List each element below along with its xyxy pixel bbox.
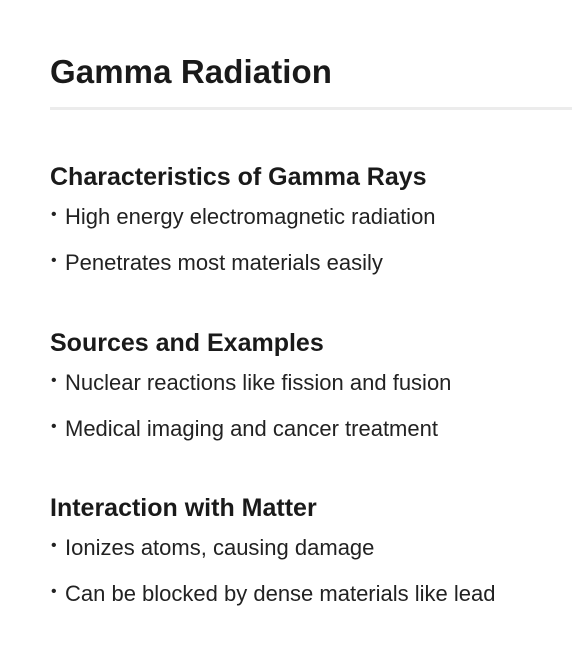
list-item [50, 414, 560, 444]
section-heading: Characteristics of Gamma Rays [50, 163, 427, 191]
list-item [50, 579, 560, 609]
bullet-list [50, 368, 560, 444]
bullet-icon: • [51, 252, 57, 269]
section-sources [50, 326, 560, 460]
list-item-text: Ionizes atoms, causing damage [65, 535, 375, 560]
section-characteristics [50, 160, 560, 294]
list-item-text: Nuclear reactions like fission and fusion [65, 370, 452, 395]
title-divider [50, 107, 572, 110]
list-item [50, 248, 560, 278]
bullet-icon: • [51, 372, 57, 389]
bullet-icon: • [51, 537, 57, 554]
bullet-icon: • [51, 583, 57, 600]
section-interaction [50, 491, 560, 625]
list-item [50, 368, 560, 398]
list-item-text: Can be blocked by dense materials like lead [65, 581, 496, 606]
list-item [50, 533, 560, 563]
list-item [50, 202, 560, 232]
list-item-text: High energy electromagnetic radiation [65, 204, 436, 229]
bullet-list [50, 202, 560, 278]
section-heading: Interaction with Matter [50, 494, 317, 522]
page-title: Gamma Radiation [50, 53, 333, 90]
section-heading: Sources and Examples [50, 329, 324, 357]
list-item-text: Medical imaging and cancer treatment [65, 416, 438, 441]
bullet-icon: • [51, 418, 57, 435]
bullet-list [50, 533, 560, 609]
list-item-text: Penetrates most materials easily [65, 250, 383, 275]
bullet-icon: • [51, 206, 57, 223]
